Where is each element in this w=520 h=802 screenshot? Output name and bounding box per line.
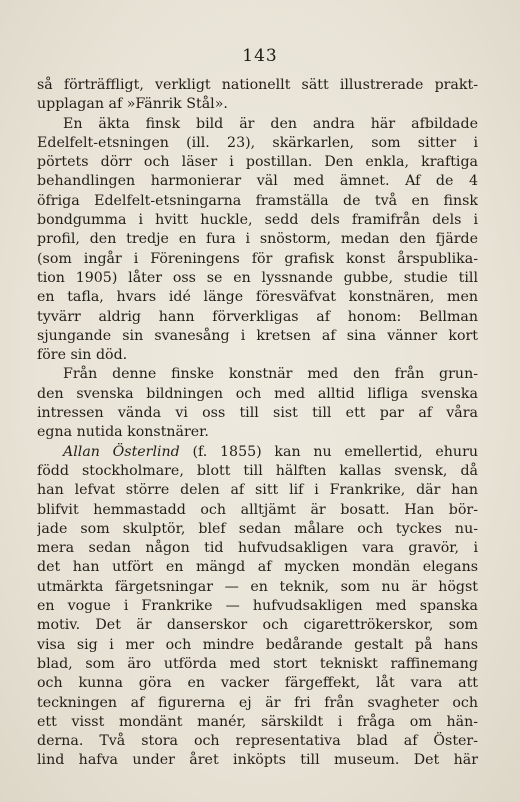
text-line: så förträffligt, verkligt nationellt sätt illustrerade prakt- (37, 77, 478, 93)
text-line: öfriga Edelfelt-etsningarna framställa de två en finsk (37, 192, 478, 209)
text-line: tyvärr aldrig hann förverkligas af honom: Bellman (37, 308, 478, 325)
text-line: före sin död. (37, 347, 128, 364)
text-line: den svenska bildningen och med alltid lifliga svenska (37, 385, 478, 402)
text-line: mera sedan någon tid hufvudsakligen vara gravör, i (37, 540, 478, 557)
text-line: blad, som äro utförda med stort tekniskt raffinemang (37, 655, 478, 672)
text-line: behandlingen harmonierar väl med ämnet. Af de 4 (37, 173, 478, 190)
text-line: teckningen af figurerna ej är fri från svagheter och (37, 694, 478, 711)
text-line: Från denne finske konstnär med den från grun- (63, 366, 478, 383)
text-line: pörtets dörr och läser i postillan. Den enkla, kraftiga (37, 154, 478, 171)
text-line: han lefvat större delen af sitt lif i Frankrike, där han (37, 482, 478, 499)
text-line: blifvit hemmastadd och alltjämt är bosatt. Han bör- (37, 501, 478, 518)
text-line: upplagan af »Fänrik Stål». (37, 96, 228, 113)
text-line: lind hafva under året inköpts till museum. Det här (37, 752, 478, 769)
page-number: 143 (242, 46, 278, 66)
text-line: bondgumma i hvitt huckle, sedd dels framifrån dels i (37, 212, 478, 229)
text-line: en tafla, hvars idé länge föresväfvat konstnären, men (37, 289, 478, 306)
text-line: tion 1905) låter oss se en lyssnande gubbe, studie till (37, 269, 478, 286)
text-line: Edelfelt-etsningen (ill. 23), skärkarlen, som sitter i (37, 134, 478, 151)
text-line: en vogue i Frankrike — hufvudsakligen med spanska (37, 598, 478, 615)
text-line: det han utfört en mängd af mycken mondän elegans (37, 559, 478, 576)
text-line: intressen vända vi oss till sist till ett par af våra (37, 405, 478, 422)
artist-name: Allan Österlind (63, 443, 180, 460)
text-line: visa sig i mer och mindre bedårande gestalt på hans (37, 636, 478, 653)
body-text (37, 76, 478, 771)
text-line: född stockholmare, blott till hälften kallas svensk, då (37, 462, 478, 479)
text-line: motiv. Det är danserskor och cigarettrökerskor, som (37, 617, 478, 634)
text-line: profil, den tredje en fura i snöstorm, medan den fjärde (37, 231, 478, 248)
text-line: jade som skulptör, blef sedan målare och tyckes nu- (37, 520, 478, 537)
text-line: derna. Två stora och representativa blad af Öster- (37, 733, 478, 750)
text-line: och kunna göra en vacker färgeffekt, låt vara att (37, 675, 478, 692)
text-line: ett visst mondänt manér, särskildt i fråga om hän- (37, 713, 478, 730)
text-line: sjungande sin svanesång i kretsen af sina vänner kort (37, 327, 478, 344)
text-line: En äkta finsk bild är den andra här afbildade (63, 115, 478, 132)
text-line: Allan Österlind (f. 1855) kan nu emellertid, ehuru (63, 443, 478, 460)
text-line: (som ingår i Föreningens för grafisk konst årspublika- (37, 250, 478, 267)
text-line: utmärkta färgetsningar — en teknik, som nu är högst (37, 578, 478, 595)
text-line: egna nutida konstnärer. (37, 424, 209, 441)
